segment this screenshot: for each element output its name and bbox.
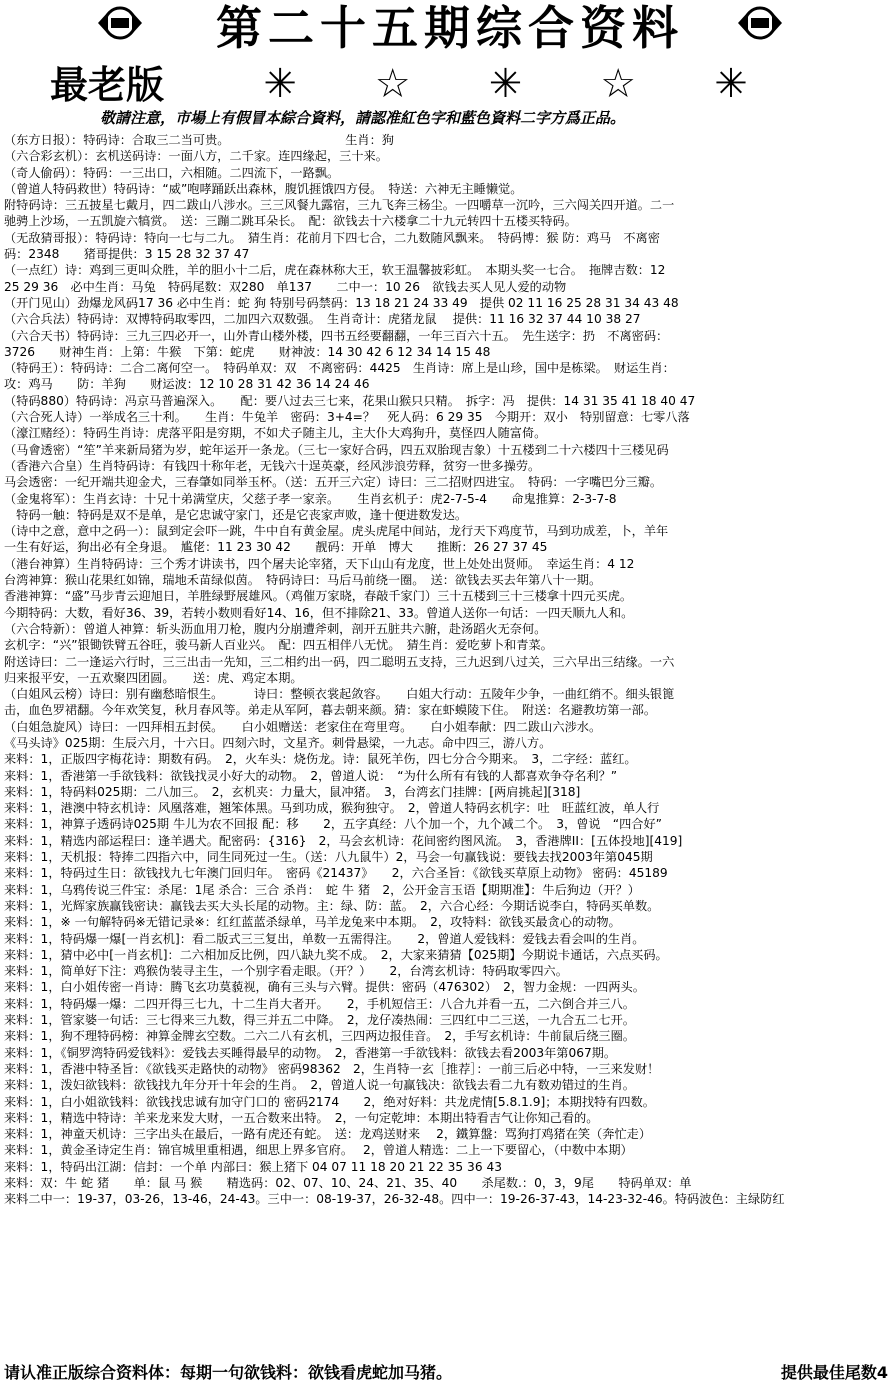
text-line: （马會透密）“笙”羊来新局猪为岁，蛇年运开一条龙。（三七一家好合码，四五双胎现吉象）十五楼到二十六楼四十三楼见码 [4, 442, 669, 457]
text-line: 码：2348 猪哥提供：3 15 28 32 37 47 [4, 247, 250, 262]
text-line: 来料：1，白小姐传密一肖诗：腾飞玄功莫藐视，确有三头与六臂。提供：密码（476302） 2，智力金规：一四两头。 [4, 980, 645, 995]
text-line: 来料：1，狗不理特码榜：神算金牌玄空数。二六二八有玄机，三四两边报佳音。 2，手写玄机诗：牛前鼠后绕三圈。 [4, 1029, 635, 1044]
text-line: 来料：1，泼妇欲钱料：欲钱找九年分开十年会的生肖。 2，曾道人说一句赢钱决：欲钱去看二九有数劝错过的生肖。 [4, 1078, 635, 1093]
text-line: 来料：1，简单好下注：鸡猴伪装寻主生，一个别字看走眼。（开？） 2，台湾玄机诗：特码取零四六。 [4, 964, 568, 979]
text-line: 玄机字：“兴”银锄铁臂五谷旺，骏马新人百业兴。 配：四五相伴八无忧。 猜生肖：爱吃萝卜和青菜。 [4, 638, 553, 653]
text-line: 台湾神算：猴山花果红如锦，瑞地禾苗绿似茵。 特码诗曰：马后马前绕一圈。 送：欲钱去买去年第八十一期。 [4, 573, 602, 588]
text-line: 来料：1，※ 一句解特码※无错记录※：红红蓝蓝杀绿单，马羊龙兔来中本期。 2，攻特料：欲钱买最贪心的动物。 [4, 915, 621, 930]
text-line: 来料：1，港澳中特玄机诗：风凰落难，翘笨体黑。马到功成，猴狗独守。 2，曾道人特码玄机字：吐 旺蓝红波，单人行 [4, 801, 660, 816]
text-line: 来料：1，特码过生日：欲钱找九七年澳门回归年。 密码《21437》 2，六合圣旨：《欲钱买草原上动物》 密码：45189 [4, 866, 668, 881]
text-line: 来料：1，香港第一手欲钱料：欲钱找灵小好大的动物。 2，曾道人说： “为什么所有有钱的人都喜欢争夺名利？” [4, 768, 618, 783]
edition-label: 最老版 [50, 62, 165, 107]
star-icon: ✳ [488, 61, 523, 107]
page-title: 第二十五期综合资料 [216, 1, 684, 55]
text-line: 来料：1，光辉家族赢钱密诀：赢钱去买大头长尾的动物。主：绿、防：蓝。 2，六合心经：今期话说李白，特码买单数。 [4, 898, 660, 913]
text-line: （白姐急旋风）诗曰：一四拜相五封侯。 白小姐赠送：老家住在弯里弯。 白小姐奉献：四二跋山六涉水。 [4, 719, 602, 734]
text-line: 来料：1，白小姐欲钱料：欲钱找忠诚有加守门口的 密码2174 2，绝对好料：共龙虎情[5.8.1.9]；本期找特有四数。 [4, 1094, 655, 1109]
text-line: 来料：1，神童天机诗：三字出头在最后，一路有虎还有蛇。 送：龙鸡送财来 2，鐵算盤：骂狗打鸡猪在笑（奔忙走） [4, 1127, 652, 1142]
text-line: （曾道人特码救世）特码诗：“威”咆哮踊跃出森林，腹饥捱饿四方侵。 特送：六神无主睡懒觉。 [4, 181, 523, 196]
text-line: （白姐风云榜）诗曰：别有幽愁暗恨生。 诗曰：整顿衣裳起敛容。 白姐大行动：五陵年少争，一曲红绡不。细头银篦 [4, 687, 675, 702]
star-icon: ✳ [263, 61, 297, 107]
text-line: 一生有好运，狗出必有全身退。 尴佬：11 23 30 42 靓码：开单 博大 推断：26 27 37 45 [4, 540, 548, 555]
text-line: 香港神算：“盛”马步青云迎旭日，羊胜绿野展雄风。（鸡催万家晓，春敲千家门）三十五楼到三十三楼拿十四元买虎。 [4, 589, 633, 604]
text-line: （港台神算）生肖特码诗：三个秀才讲读书，四个屠夫论宰猪，天下山山有龙度，世上处处出贤师。 幸运生肖：4 12 [4, 556, 635, 571]
text-line: 归来报平安，一五欢聚四团圆。 送：虎、鸡定本期。 [4, 670, 303, 685]
text-line: 25 29 36 必中生肖：马兔 特码尾数：双280 单137 二中一：10 26 欲钱去买人见人爱的动物 [4, 279, 567, 294]
text-line: 附送诗曰：二一逢运六行时，三三出击一先知，三二相约出一码，四二聪明五支持，三九迟到八过关，三六早出三结缘。一六 [4, 654, 675, 669]
text-line: 来料：1，黄金圣诗定生肖：锦官城里重相遇，细思上界多官府。 2，曾道人精选：二上一下要留心，（中数中本期） [4, 1143, 633, 1158]
text-line: （诗中之意，意中之码一）：鼠到定会吓一跳，牛中自有黄金屋。虎头虎尾中间站，龙行天下鸡度节，马到功成差，卜，羊年 [4, 524, 669, 539]
star-row [230, 60, 870, 108]
text-line: 来料：1，香港中特圣旨：《欲钱买走路快的动物》 密码98362 2，生肖特一玄［推荐］：一前三后必中特，一三来发财！ [4, 1061, 660, 1076]
text-line: 3726 财神生肖：上第：牛猴 下第：蛇虎 财神波：14 30 42 6 12 34 14 15 48 [4, 344, 491, 359]
text-line: （香港六合皇）生肖特码诗：有钱四十称年老，无钱六十逞英豪，经风涉浪劳释，贫穷一世多操劳。 [4, 458, 541, 473]
text-line: （开门见山）劲爆龙风码17 36 必中生肖：蛇 狗 特别号码禁码：13 18 21 24 33 49 提供 02 11 16 25 28 31 34 43 48 [4, 295, 679, 310]
text-line: 来料二中一：19-37，03-26，13-46，24-43。三中一：08-19-37，26-32-48。四中一：19-26-37-43，14-23-32-46。特码波色：主绿防红 [4, 1192, 785, 1207]
text-line: （六合特新）：曾道人神算：斩头沥血用刀枪，腹内分崩遭斧刺，剖开五脏共六腑，赴汤蹈火无奈何。 [4, 621, 547, 636]
text-line: （六合彩玄机）：玄机送码诗：一面八方，二千家。连四缘起，三十来。 [4, 149, 388, 164]
ornament-badge-icon [94, 2, 146, 44]
star-icon: ☆ [374, 61, 411, 107]
text-line: 击，血色罗裙翻。今年欢笑复，秋月春风等。弟走从军阿，暮去朝来颜。猜：家在虾蟆陵下住。 附送：名避教坊第一部。 [4, 703, 657, 718]
text-line: （特码880）特码诗：冯京马普遍深入。 配：要八过去三七来，花果山猴只只精。 拆字：冯 提供：14 31 35 41 18 40 47 [4, 393, 696, 408]
text-line: 来料：1，乌鸦传说三件宝：杀尾：1尾 杀合：三合 杀肖： 蛇 牛 猪 2，公开金言玉语【期期准】：牛后狗边（开？） [4, 882, 640, 897]
content-body [4, 132, 890, 1354]
text-line: （东方日报）：特码诗：合取三二当可贵。 生肖：狗 [4, 133, 394, 147]
star-icon: ☆ [600, 61, 637, 107]
text-line: （金鬼将军）：生肖玄诗：十兄十弟满堂庆，父慈子孝一家亲。 生肖玄机子：虎2-7-5-4 命鬼推算：2-3-7-8 [4, 491, 617, 506]
footer-right-text: 提供最佳尾数4 [780, 1363, 888, 1382]
page-header [0, 0, 894, 130]
notice-text: 敬請注意，市場上有假冒本綜合資料，請認准紅色字和藍色資料二字方爲正品。 [100, 109, 626, 127]
text-line: 驰骋上沙场，一五凯旋六犒赏。 送：三蹦二跳耳朵长。 配：欲钱去十六楼拿二十九元转四十五楼买特码。 [4, 214, 577, 229]
text-line: 来料：1，天机报：特捧二四指六中，同生同死过一生。（送：八九鼠牛）2，马会一句赢钱说：要钱去找2003年第045期 [4, 850, 653, 865]
text-line: 来料：1，神算子透码诗025期 牛儿为农不回报 配：移 2，五字真经：八个加一个，九个减二个。 3，曾说 “四合好” [4, 817, 662, 832]
text-line: 来料：1，特码爆一爆[一肖玄机]：看二版式三三复出，单数一五需得注。 2，曾道人爱钱料：爱钱去看会叫的生肖。 [4, 931, 645, 946]
text-line: 攻：鸡马 防：羊狗 财运波：12 10 28 31 42 36 14 24 46 [4, 377, 370, 392]
ornament-badge-icon [734, 2, 786, 44]
text-line: 来料：双：牛 蛇 猪 单：鼠 马 猴 精选码：02、07、10、24、21、35、40 杀尾数.：0，3，9尾 特码单双：单 [4, 1176, 692, 1190]
text-line: （一点红）诗：鸡到三更叫众胜，羊的胆小十二后，虎在森林称大王，软王温馨披彩虹。 本期头奖一七合。 拖牌吉数：12 [4, 263, 666, 278]
star-icon: ✳ [714, 61, 748, 107]
text-line: 特码一触：特码是双不是单，是它忠诚守家门，还是它丧家声败，逢十便进数发达。 [4, 507, 468, 522]
text-line: 附特码诗：三五披星七戴月，四二跋山八涉水。三三风餐九露宿，三九飞奔三杨尘。一四嚼草一沉吟，三六闯关四开道。二一 [4, 198, 675, 213]
text-line: 马会透密：一纪开端共迎金犬，三春肇如同举玉杯。（送：五开三六定）诗曰：三二招财四进宝。 特码：一字嘴巴分三瓣。 [4, 475, 663, 490]
text-line: （奇人偷码）：特码：一三出口，六相随。二四流下，一路飘。 [4, 165, 340, 180]
text-line: （六合天书）特码诗：三九三四必开一，山外青山楼外楼，四书五经要翻翻，一年三百六十五。 先生送字：扔 不离密码： [4, 328, 669, 343]
footer-left-text: 请认准正版综合资料体：每期一句欲钱料：欲钱看虎蛇加马猪。 [4, 1363, 453, 1382]
text-line: 今期特码：大数，看好36、39，若转小数则看好14、16，但不排除21、33。曾道人送你一句话：一四天顺九人和。 [4, 605, 634, 620]
text-line: 来料：1，管家婆一句话：三七得来三九数，得三并五二中降。 2，龙仔凑热闹：三四红中二三送，一九合五二七开。 [4, 1013, 635, 1028]
text-line: 来料：1，正版四字梅花诗：期数有码。 2，火车头：烧伤龙。诗：鼠死羊伤，四七分合今期来。 3，二字经：蓝红。 [4, 752, 637, 767]
page-footer [0, 1358, 894, 1388]
text-line: 来料：1，猜中必中[一肖玄机]：二六相加反比例，四八缺九奖不成。 2，大家来猜猜【025期】今期说卡通话，六点买码。 [4, 947, 668, 962]
text-line: 来料：1，特码出江湖：信封：一个单 内部曰：猴上猪下 04 07 11 18 20 21 22 35 36 43 [4, 1159, 502, 1174]
text-line: 来料：1，《铜罗湾特码爱钱料》：爱钱去买睡得最早的动物。 2，香港第一手欲钱料：欲钱去看2003年第067期。 [4, 1045, 617, 1060]
text-line: （六合死人诗）一举成名三十利。 生肖：牛兔羊 密码：3+4=？ 死人码：6 29 35 今期开：双小 特别留意：七零八落 [4, 410, 690, 425]
text-line: （特码王）：特码诗：二合二离何空一。 特码单双：双 不离密码：4425 生肖诗：席上是山珍，国中是栋梁。 财运生肖： [4, 361, 675, 376]
text-line: 来料：1，精选中特诗：羊来龙来发大财，一五合数来出特。 2，一句定乾坤：本期出特看吉气让你知己看的。 [4, 1110, 599, 1125]
text-line: 来料：1，精选内部运程曰：逢羊遇犬。配密码：{316} 2，马会玄机诗：花间密约图风流。 3，香港牌II：[五体投地][419] [4, 833, 683, 848]
text-line: （无敌猜哥报）：特码诗：特向一七与二九。 猜生肖：花前月下四七合，二九数随风飘来。 特码博：猴 防：鸡马 不离密 [4, 230, 660, 245]
text-line: 《马头诗》025期：生辰六月，十六日。四刻六时，文星齐。刺骨悬梁，一九志。命中四三，游八方。 [4, 735, 552, 750]
text-line: 来料：1，特码料025期：二八加三。 2，玄机夹：力量大，鼠冲猪。 3，台湾玄门挂牌：[两肩挑起][318] [4, 784, 581, 799]
text-line: （濠江赌经）：特码生肖诗：虎落平阳是穷期，不如犬子随主儿，主大仆大鸡狗升，莫怪四人随富倚。 [4, 426, 547, 441]
text-line: （六合兵法）特码诗：双博特码取零四，二加四六双数强。 生肖奇计：虎猪龙鼠 提供：11 16 32 37 44 10 38 27 [4, 312, 641, 327]
text-line: 来料：1，特码爆一爆：二四开得三七九，十二生肖大者开。 2，手机短信王：八合九并看一五，二六倒合并三八。 [4, 996, 635, 1011]
